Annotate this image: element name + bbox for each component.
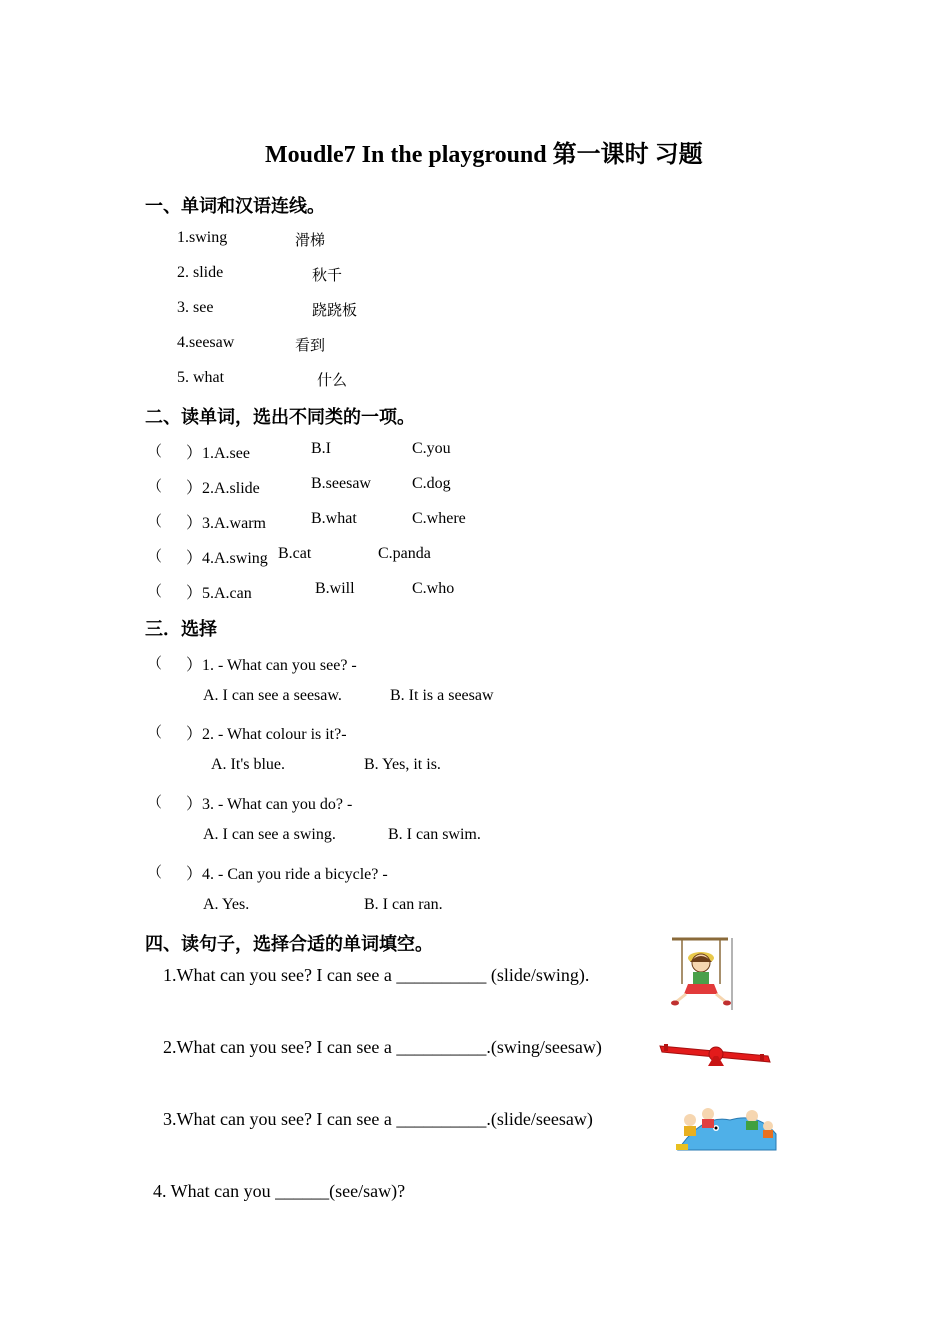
s3-question-3: ）3. - What can you do? - <box>186 796 353 813</box>
answer-paren: （ <box>147 584 163 600</box>
s3-question-1: ）1. - What can you see? - <box>186 657 357 674</box>
s2-item-2-a: ）2.A.slide <box>186 480 260 497</box>
s4-sentence-4: 4. What can you ______(see/saw)? <box>153 1181 406 1201</box>
s4-sentence-1: 1.What can you see? I can see a __________ (slide/swing). <box>163 965 590 985</box>
s2-item-2-c: C.dog <box>412 475 451 492</box>
meaning-what: 什么 <box>317 371 348 389</box>
word-slide: 2. slide <box>177 264 224 281</box>
s3-question-2: ）2. - What colour is it?- <box>186 726 347 743</box>
answer-paren: （ <box>147 795 163 811</box>
answer-paren: （ <box>147 725 163 741</box>
s2-item-3-c: C.where <box>412 510 466 527</box>
s2-item-4-b: B.cat <box>278 545 312 562</box>
meaning-see: 看到 <box>295 336 326 354</box>
section-3-heading: 三．选择 <box>145 619 217 640</box>
word-seesaw: 4.seesaw <box>177 334 235 351</box>
s2-item-2-b: B.seesaw <box>311 475 371 492</box>
s2-item-3-b: B.what <box>311 510 357 527</box>
answer-paren: （ <box>147 479 163 495</box>
s3-q1-option-b: B. It is a seesaw <box>390 687 494 704</box>
word-swing: 1.swing <box>177 229 228 246</box>
seesaw-illustration <box>656 1036 774 1072</box>
section-2-heading: 二、读单词，选出不同类的一项。 <box>145 407 415 428</box>
answer-paren: （ <box>147 656 163 672</box>
answer-paren: （ <box>147 865 163 881</box>
s3-q1-option-a: A. I can see a seesaw. <box>203 687 342 704</box>
s2-item-1-a: ）1.A.see <box>186 445 250 462</box>
s4-sentence-3: 3.What can you see? I can see a __________.(slide/seesaw) <box>163 1109 593 1129</box>
s3-q4-option-a: A. Yes. <box>203 896 250 913</box>
slide-illustration <box>672 1104 780 1154</box>
s3-question-4: ）4. - Can you ride a bicycle? - <box>186 866 388 883</box>
answer-paren: （ <box>147 549 163 565</box>
s3-q3-option-b: B. I can swim. <box>388 826 481 843</box>
s3-q3-option-a: A. I can see a swing. <box>203 826 336 843</box>
section-1-heading: 一、单词和汉语连线。 <box>145 196 325 217</box>
s2-item-4-a: ）4.A.swing <box>186 550 268 567</box>
meaning-seesaw: 跷跷板 <box>312 301 358 319</box>
answer-paren: （ <box>147 444 163 460</box>
word-see: 3. see <box>177 299 214 316</box>
s3-q4-option-b: B. I can ran. <box>364 896 443 913</box>
s2-item-1-b: B.I <box>311 440 331 457</box>
answer-paren: （ <box>147 514 163 530</box>
s2-item-5-a: ）5.A.can <box>186 585 252 602</box>
meaning-swing: 秋千 <box>312 266 343 284</box>
swing-illustration <box>668 936 738 1012</box>
page-title: Moudle7 In the playground 第一课时 习题 <box>265 142 703 168</box>
word-what: 5. what <box>177 369 225 386</box>
s2-item-5-b: B.will <box>315 580 355 597</box>
s3-q2-option-b: B. Yes, it is. <box>364 756 441 773</box>
section-4-heading: 四、读句子，选择合适的单词填空。 <box>145 934 433 955</box>
s2-item-3-a: ）3.A.warm <box>186 515 266 532</box>
s3-q2-option-a: A. It's blue. <box>211 756 285 773</box>
meaning-slide: 滑梯 <box>295 231 326 249</box>
s2-item-4-c: C.panda <box>378 545 431 562</box>
s2-item-5-c: C.who <box>412 580 455 597</box>
s4-sentence-2: 2.What can you see? I can see a __________.(swing/seesaw) <box>163 1037 602 1057</box>
s2-item-1-c: C.you <box>412 440 451 457</box>
